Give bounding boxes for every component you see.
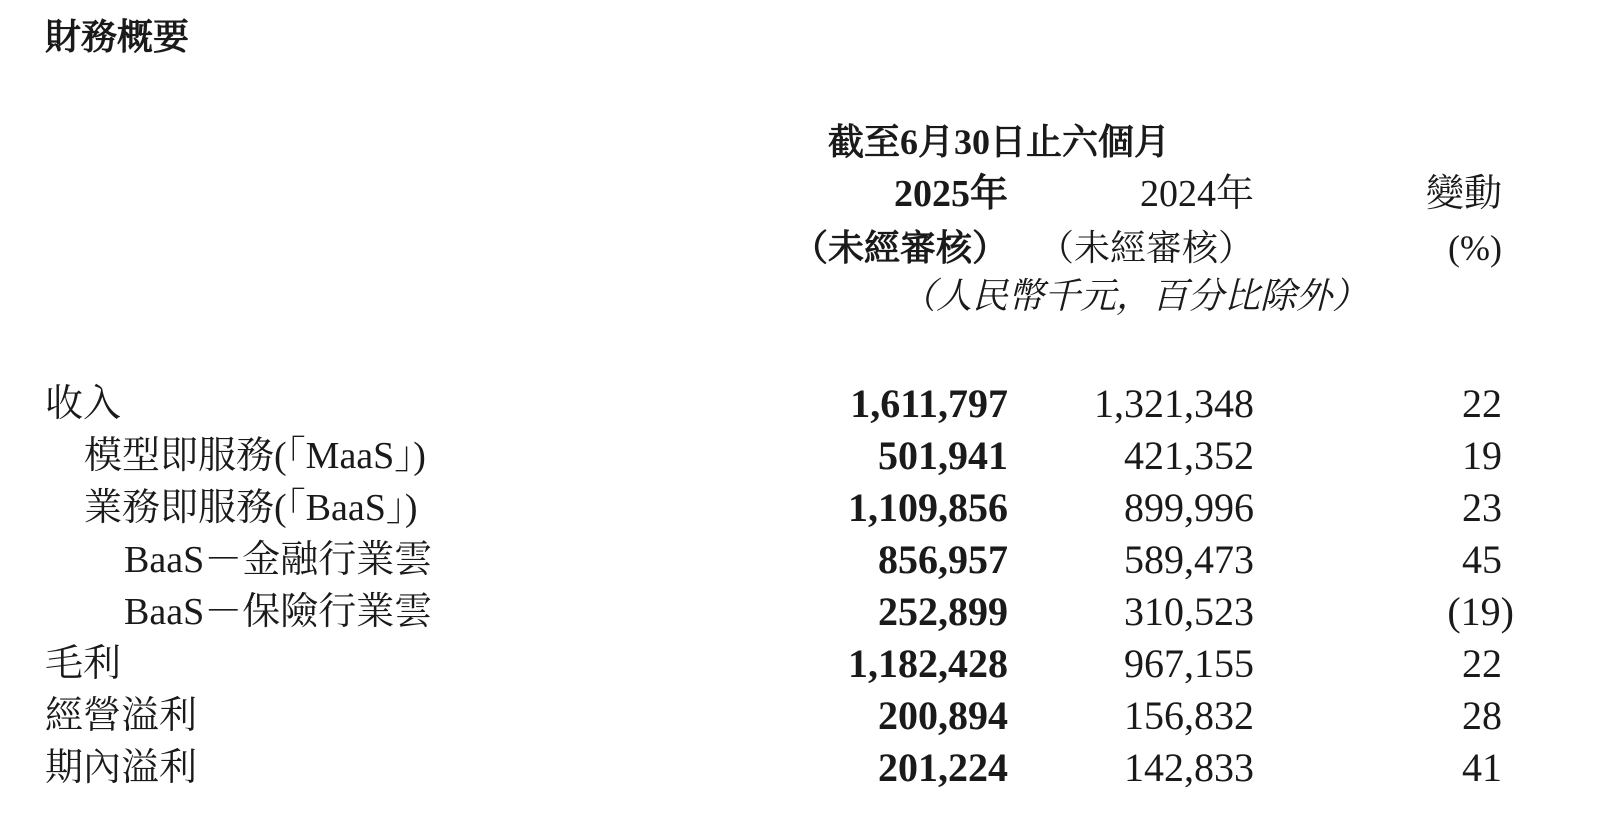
- value-2024: 156,832: [1124, 693, 1254, 738]
- value-2025: 1,611,797: [850, 381, 1008, 426]
- table-row-revenue: [0, 378, 1600, 430]
- column-subheader-2025: （未經審核）: [791, 228, 1008, 268]
- value-2025: 856,957: [878, 537, 1008, 582]
- value-change: (19): [1447, 589, 1514, 634]
- row-label: 毛利: [45, 643, 122, 685]
- unit-note: （人民幣千元，百分比除外）: [900, 276, 1369, 316]
- table-row-baas-insurance: [0, 586, 1600, 638]
- column-header-2024: 2024年: [1139, 173, 1254, 215]
- row-label: 業務即服務(「BaaS」): [84, 487, 418, 529]
- column-subheader-2024: （未經審核）: [1037, 228, 1254, 268]
- value-2025: 200,894: [878, 693, 1008, 738]
- table-row-baas: [0, 482, 1600, 534]
- value-2024: 899,996: [1124, 485, 1254, 530]
- table-row-operating-profit: [0, 690, 1600, 742]
- row-label: 期內溢利: [45, 747, 198, 789]
- value-2025: 501,941: [878, 433, 1008, 478]
- value-2025: 1,182,428: [848, 641, 1008, 686]
- value-change: 23: [1462, 485, 1502, 530]
- section-title: 財務概要: [45, 17, 190, 58]
- value-change: 19: [1462, 433, 1502, 478]
- value-2024: 967,155: [1124, 641, 1254, 686]
- row-label: BaaS－金融行業雲: [124, 539, 433, 581]
- value-2025: 201,224: [878, 745, 1008, 790]
- value-2024: 589,473: [1124, 537, 1254, 582]
- column-header-2025: 2025年: [893, 173, 1008, 215]
- value-change: 22: [1462, 641, 1502, 686]
- value-change: 41: [1462, 745, 1502, 790]
- period-header: 截至6月30日止六個月: [828, 122, 1171, 162]
- table-row-period-profit: [0, 742, 1600, 794]
- value-2024: 142,833: [1124, 745, 1254, 790]
- table-row-gross-profit: [0, 638, 1600, 690]
- value-2024: 310,523: [1124, 589, 1254, 634]
- column-subheader-change: (%): [1448, 228, 1502, 268]
- value-change: 28: [1462, 693, 1502, 738]
- value-2025: 1,109,856: [848, 485, 1008, 530]
- value-2024: 1,321,348: [1094, 381, 1254, 426]
- column-header-change: 變動: [1425, 173, 1502, 215]
- table-row-baas-finance: [0, 534, 1600, 586]
- row-label: BaaS－保險行業雲: [124, 591, 433, 633]
- row-label: 收入: [45, 383, 122, 425]
- table-row-maas: [0, 430, 1600, 482]
- value-2025: 252,899: [878, 589, 1008, 634]
- value-change: 22: [1462, 381, 1502, 426]
- row-label: 模型即服務(「MaaS」): [84, 435, 426, 477]
- value-change: 45: [1462, 537, 1502, 582]
- value-2024: 421,352: [1124, 433, 1254, 478]
- row-label: 經營溢利: [45, 695, 198, 737]
